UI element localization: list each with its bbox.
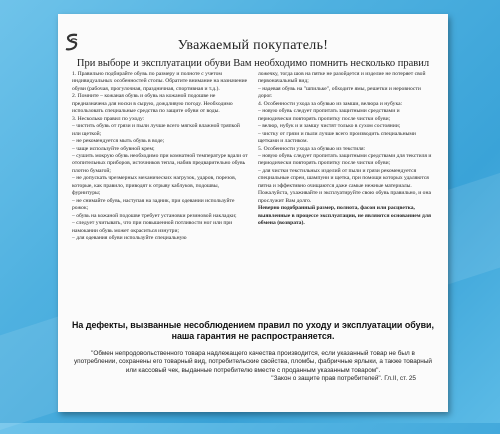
notice-sheet — [58, 14, 448, 412]
warranty-warning: На дефекты, вызванные несоблюдением правил по уходу и эксплуатации обуви, наша гарантия не распространяется. — [72, 320, 434, 341]
exchange-note: Неверно подобранный размер, полнота, фасон или расцветка, выявленные в процессе эксплуатации, не являются основанием для обмена (возврата). — [258, 205, 431, 227]
rule-paragraph: – надевая обувь на "шпильке", обходите ямы, решетки и неровности дорог. — [258, 85, 421, 100]
page-subtitle: При выборе и эксплуатации обуви Вам необходимо помнить несколько правил — [76, 58, 430, 69]
rules-columns — [72, 71, 434, 316]
rule-paragraph: 4. Особенности ухода за обувью из замши, велюра и нубука: — [258, 100, 403, 107]
page-title: Уважаемый покупатель! — [177, 38, 329, 53]
rule-paragraph: – чистку от грязи и пыли лучше всего производить специальными щетками и ластиком. — [258, 130, 416, 145]
rule-paragraph: – не снимайте обувь, наступая на задник, при одевании используйте рожок; — [72, 197, 235, 212]
law-source: "Закон о защите прав потребителей". Гл.II, ст. 25 — [271, 375, 416, 383]
rule-paragraph: – обувь на кожаной подошве требует установки резиновой накладки; — [72, 212, 237, 219]
rule-paragraph: Пожалуйста, ухаживайте и эксплуатируйте свою обувь правильно, и она прослужит Вам долго. — [258, 190, 431, 204]
rule-paragraph: – не рекомендуется мыть обувь в воде; — [72, 138, 165, 145]
rule-paragraph: – новую обувь следует пропитать защитными средствами для текстиля и периодически повторять пропитку после чистки обуви; — [258, 152, 432, 167]
rule-paragraph: – следует учитывать, что при повышенной потливости ног или при намокании обувь может окраситься изнутри; — [72, 220, 233, 234]
law-quote-block — [72, 350, 434, 384]
rule-paragraph: – чистить обувь от грязи и пыли лучше всего мягкой влажной тряпкой или щеткой; — [72, 123, 240, 137]
left-column — [72, 71, 248, 316]
rule-paragraph: – чаще используйте обувной крем; — [72, 145, 155, 152]
rule-paragraph: 3. Несколько правил по уходу: — [72, 115, 145, 122]
rule-paragraph: 5. Особенности ухода за обувью из текстиля: — [258, 145, 366, 152]
rule-paragraph: 2. Помните – кожаная обувь и обувь на кожаной подошве не предназначена для носки в сырую, дождливую погоду. Необходимо использовать специальные средства по защите обуви от воды. — [72, 93, 233, 115]
rule-paragraph: – сушить мокрую обувь необходимо при комнатной температуре вдали от отопительных приборов, источников тепла, набив предварительно обувь плотно бумагой; — [72, 152, 248, 174]
law-quote: "Обмен непродовольственного товара надлежащего качества производится, если указанный товар не был в употреблении, сохранены его товарный вид, потребительские свойства, пломбы, фабричные ярлыки, а также товарный или кассовый чек, выданные потребителю вместе с проданным указанным товаром". — [73, 350, 432, 374]
right-column — [258, 71, 434, 316]
rule-paragraph: ложечку, тогда шов на пятке не разойдется и изделие не потеряет свой первоначальный вид; — [258, 71, 426, 85]
rule-paragraph: – не допускать чрезмерных механических нагрузок, ударов, порезов, которые, как правило, приводят к отрыву каблуков, подошвы, фурнитуры; — [72, 175, 237, 197]
rule-paragraph: – для чистки текстильных изделий от пыли и грязи рекомендуется специальные спреи, шампуни и щетка, при помощи которых удаляются пятна и эффективно очищаются даже самые нежные материалы. — [258, 167, 429, 189]
rule-paragraph: 1. Правильно подбирайте обувь по размеру и полноте с учетом индивидуальных особенностей стопы. Обратите внимание на назначение обуви (рабочая, прогулочная, праздничная, спортивная и т.д.). — [72, 71, 248, 92]
rule-paragraph: – для одевания обуви используйте специальную — [72, 234, 187, 241]
rule-paragraph: – велюр, нубук и и замшу чистят только в сухом состоянии; — [258, 123, 401, 130]
rule-paragraph: – новую обувь следует пропитать защитными средствами и периодически повторять пропитку после чистки обуви; — [258, 108, 400, 122]
